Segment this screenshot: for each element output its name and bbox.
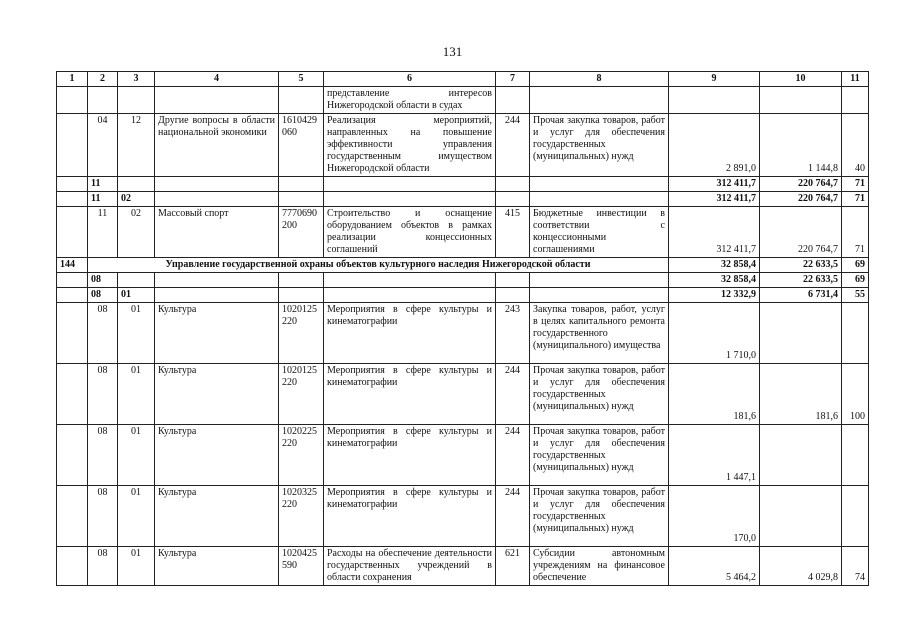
cell-target-code: 7770690200 [279,207,324,258]
cell-name: Культура [155,364,279,425]
cell-expense-name: Прочая закупка товаров, работ и услуг для обеспечения государственных (муниципальных) нужд [530,425,669,486]
cell-description: представление интересов Нижегородской области в судах [324,87,496,114]
cell-expense-type: 244 [496,486,530,547]
cell-expense-type: 621 [496,547,530,586]
cell-plan: 5 464,2 [669,547,760,586]
cell-subsection: 01 [118,303,155,364]
table-row [57,87,869,114]
cell-actual: 220 764,7 [760,207,842,258]
table-row [57,364,869,425]
cell-actual [760,303,842,364]
cell-expense-name: Прочая закупка товаров, работ и услуг для обеспечения государственных (муниципальных) нужд [530,364,669,425]
cell-target-code: 1020325220 [279,486,324,547]
table-row [57,177,869,192]
table-row [57,303,869,364]
cell-percent: 69 [842,273,869,288]
cell-expense-type: 415 [496,207,530,258]
cell-section: 08 [88,425,118,486]
table-row [57,425,869,486]
cell-section: 08 [88,288,118,303]
cell-plan: 181,6 [669,364,760,425]
cell-actual [760,425,842,486]
cell-expense-name: Субсидии автономным учреждениям на финансовое обеспечение [530,547,669,586]
cell-percent: 71 [842,207,869,258]
table-row [57,288,869,303]
cell-percent: 69 [842,258,869,273]
cell-actual: 220 764,7 [760,177,842,192]
cell-actual: 1 144,8 [760,114,842,177]
cell-target-code: 1020425590 [279,547,324,586]
cell-percent: 71 [842,177,869,192]
cell-name: Культура [155,303,279,364]
cell-section: 04 [88,114,118,177]
cell-description: Строительство и оснащение оборудованием объектов в рамках реализации концессионных соглашений [324,207,496,258]
cell-plan: 32 858,4 [669,258,760,273]
cell-name: Другие вопросы в области национальной экономики [155,114,279,177]
cell-percent: 74 [842,547,869,586]
cell-percent: 100 [842,364,869,425]
col-header-7: 7 [496,72,530,87]
cell-expense-type: 244 [496,364,530,425]
cell-section: 08 [88,364,118,425]
page-number: 131 [442,44,463,59]
budget-table [56,71,869,586]
col-header-5: 5 [279,72,324,87]
cell-plan: 2 891,0 [669,114,760,177]
cell-subsection: 01 [118,486,155,547]
cell-subsection: 02 [118,192,155,207]
cell-percent: 40 [842,114,869,177]
cell-percent [842,303,869,364]
cell-subsection: 12 [118,114,155,177]
cell-plan: 1 447,1 [669,425,760,486]
cell-expense-type: 244 [496,425,530,486]
cell-target-code: 1020225220 [279,425,324,486]
cell-description: Реализация мероприятий, направленных на повышение эффективности управления государственным имуществом Нижегородской области [324,114,496,177]
table-row [57,207,869,258]
cell-target-code: 1020125220 [279,303,324,364]
cell-name: Культура [155,486,279,547]
cell-description: Расходы на обеспечение деятельности государственных учреждений в области сохранения [324,547,496,586]
cell-name: Культура [155,425,279,486]
cell-plan: 312 411,7 [669,207,760,258]
cell-actual [760,486,842,547]
cell-percent: 55 [842,288,869,303]
cell-description: Мероприятия в сфере культуры и кинематографии [324,303,496,364]
col-header-10: 10 [760,72,842,87]
col-header-8: 8 [530,72,669,87]
org-title: Управление государственной охраны объектов культурного наследия Нижегородской области [88,258,669,273]
cell-section: 08 [88,486,118,547]
cell-expense-type: 244 [496,114,530,177]
cell-description: Мероприятия в сфере культуры и кинематографии [324,486,496,547]
cell-actual: 22 633,5 [760,273,842,288]
cell-section: 08 [88,303,118,364]
cell-target-code: 1020125220 [279,364,324,425]
cell-subsection: 01 [118,288,155,303]
col-header-6: 6 [324,72,496,87]
cell-section: 08 [88,273,118,288]
cell-section: 11 [88,177,118,192]
cell-expense-name: Прочая закупка товаров, работ и услуг для обеспечения государственных (муниципальных) нужд [530,486,669,547]
cell-name: Культура [155,547,279,586]
cell-expense-type: 243 [496,303,530,364]
cell-plan: 32 858,4 [669,273,760,288]
cell-plan: 312 411,7 [669,192,760,207]
cell-actual: 6 731,4 [760,288,842,303]
column-header-row [57,72,869,87]
col-header-1: 1 [57,72,88,87]
cell-org-code: 144 [57,258,88,273]
org-row [57,258,869,273]
cell-target-code: 1610429060 [279,114,324,177]
cell-expense-name: Бюджетные инвестиции в соответствии с концессионными соглашениями [530,207,669,258]
cell-percent: 71 [842,192,869,207]
cell-percent [842,486,869,547]
cell-subsection: 02 [118,207,155,258]
cell-description: Мероприятия в сфере культуры и кинематографии [324,364,496,425]
cell-expense-name: Прочая закупка товаров, работ и услуг для обеспечения государственных (муниципальных) нужд [530,114,669,177]
table-row [57,547,869,586]
cell-plan: 1 710,0 [669,303,760,364]
cell-section: 11 [88,207,118,258]
table-row [57,192,869,207]
cell-section: 08 [88,547,118,586]
col-header-11: 11 [842,72,869,87]
cell-actual: 22 633,5 [760,258,842,273]
cell-plan: 312 411,7 [669,177,760,192]
cell-subsection: 01 [118,425,155,486]
cell-actual: 181,6 [760,364,842,425]
cell-section: 11 [88,192,118,207]
col-header-4: 4 [155,72,279,87]
table-row [57,486,869,547]
cell-subsection: 01 [118,364,155,425]
cell-actual: 220 764,7 [760,192,842,207]
cell-plan: 12 332,9 [669,288,760,303]
cell-expense-name: Закупка товаров, работ, услуг в целях капитального ремонта государственного (муниципального) имущества [530,303,669,364]
cell-actual: 4 029,8 [760,547,842,586]
col-header-9: 9 [669,72,760,87]
table-row [57,273,869,288]
cell-name: Массовый спорт [155,207,279,258]
cell-description: Мероприятия в сфере культуры и кинематографии [324,425,496,486]
cell-percent [842,425,869,486]
col-header-2: 2 [88,72,118,87]
table-row [57,114,869,177]
cell-plan: 170,0 [669,486,760,547]
cell-subsection: 01 [118,547,155,586]
col-header-3: 3 [118,72,155,87]
